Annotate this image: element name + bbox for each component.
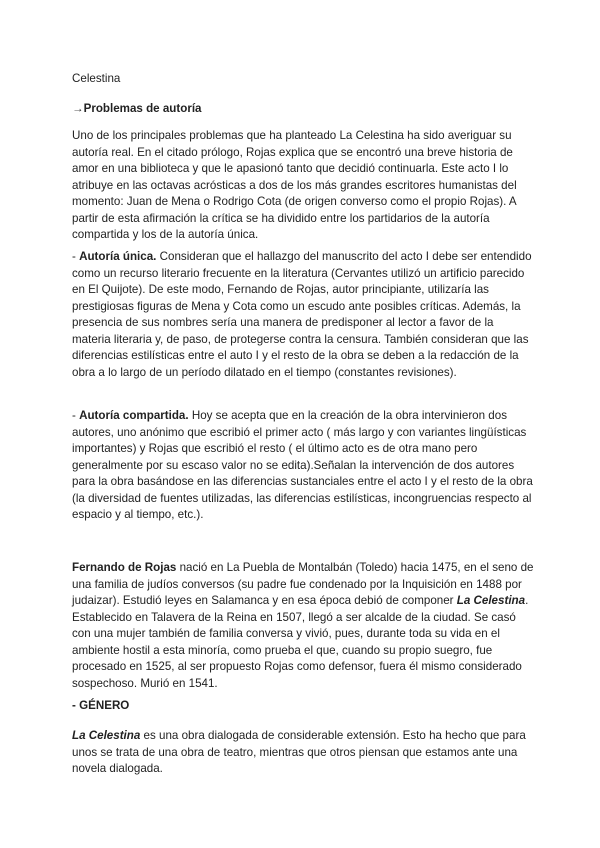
biography-paragraph xyxy=(72,560,534,692)
autoria-compartida-text: Hoy se acepta que en la creación de la obra intervinieron dos autores, uno anónimo que escribió el primer acto ( más largo y con variantes lingüísticas importantes) y Rojas que escribió el resto ( el último acto es de otra mano pero generalmente por su escaso valor no se edita).Señalan la intervención de dos autores para la obra basándose en las diferencias sustanciales entre el acto I y el resto de la obra (la diversidad de fuentes utilizadas, las diferencias estilísticas, incongruencias respecto al espacio y al tiempo, etc.). xyxy=(72,409,533,521)
author-name: Fernando de Rojas xyxy=(72,561,177,574)
intro-paragraph: Uno de los principales problemas que ha planteado La Celestina ha sido averiguar su autoría real. En el citado prólogo, Rojas explica que se encontró una breve historia de amor en una biblioteca y que le apasionó tanto que decidió continuarla. Este acto I lo atribuye en las octavas acrósticas a dos de los más grandes escritores humanistas del momento: Juan de Mena o Rodrigo Cota (de origen converso como el propio Rojas). A partir de esta afirmación la crítica se ha dividido entre los partidarios de la autoría compartida y los de la autoría única. xyxy=(72,129,517,241)
autoria-compartida-prefix: - xyxy=(72,409,80,422)
autoria-compartida-paragraph xyxy=(72,408,534,524)
genero-work-title: La Celestina xyxy=(72,729,141,742)
work-title: La Celestina xyxy=(456,594,526,607)
genero-text: es una obra dialogada de considerable extensión. Esto ha hecho que para unos se trata de una obra de teatro, mientras que otros piensan que estamos ante una novela dialogada. xyxy=(72,729,526,775)
document-title: Celestina xyxy=(72,72,121,85)
section-heading: →Problemas de autoría xyxy=(72,102,202,115)
biography-text-part1: nació en La Puebla de Montalbán (Toledo) hacia 1475, en el seno de una familia de judíos conversos (su padre fue condenado por la Inquisición en 1488 por judaizar). Estudió leyes en Salamanca y en esa época debió de componer xyxy=(72,561,534,607)
genero-paragraph xyxy=(72,728,534,778)
autoria-unica-text: Consideran que el hallazgo del manuscrito del acto I debe ser entendido como un recurso literario frecuente en la literatura (Cervantes utilizó un artificio parecido en El Quijote). De este modo, Fernando de Rojas, autor principiante, utilizaría las prestigiosas figuras de Mena y Cota como un escudo ante posibles críticas. Además, la presencia de sus nombres sería una manera de predisponer al lector a favor de la materia literaria y, de paso, de protegerse contra la censura. También consideran que las diferencias estilísticas entre el auto I y el resto de la obra se deben a la redacción de la obra a lo largo de un período dilatado en el tiempo (constantes revisiones). xyxy=(72,250,532,379)
autoria-unica-label: Autoría única. xyxy=(79,250,157,263)
genero-heading: - GÉNERO xyxy=(72,699,130,712)
autoria-unica-paragraph xyxy=(72,249,534,381)
autoria-unica-prefix: - xyxy=(72,250,80,263)
autoria-compartida-label: Autoría compartida. xyxy=(79,409,189,422)
biography-text-part2: . Establecido en Talavera de la Reina en 1507, llegó a ser alcalde de la ciudad. Se casó con una mujer también de familia conversa y vivió, pues, durante toda su vida en el ambiente hostil a esta minoría, como prueba el que, cuando su propio suegro, fue procesado en 1525, al ser propuesto Rojas como defensor, fuera él mismo considerado sospechoso. Murió en 1541. xyxy=(72,594,529,690)
